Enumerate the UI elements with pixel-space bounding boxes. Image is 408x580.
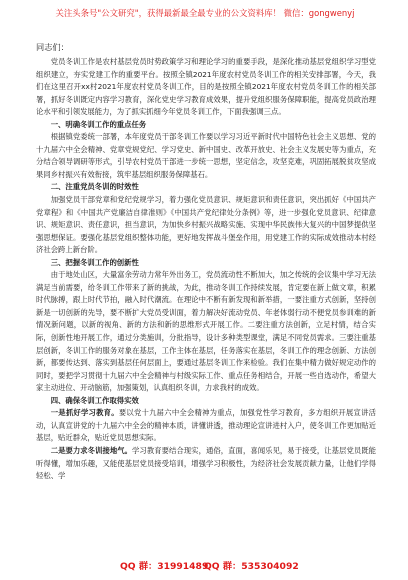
- paragraph-text: 学习教育要结合现实，通俗，直面，喜闻乐见，易于接受，让基层党员既能听得懂，增加乐趣，又能使基层党员接受培训，增强学习积极性，为经济社会发展贡献力量，让他们学得轻松、学: [36, 445, 376, 481]
- footer: [0, 558, 408, 576]
- paragraph: [36, 194, 376, 257]
- paragraph: [36, 269, 376, 394]
- document-body: [36, 56, 376, 483]
- footer-qq-group-2: QQ 群：535304092: [204, 561, 299, 572]
- paragraph-lead: 二是要力求冬训接地气。: [50, 445, 133, 455]
- paragraph-text: 要以党十九届六中全会精神为重点，加强党性学习教育，多方组织开展宣讲活动，认真宣讲党的十九届六中全会的精神本质，讲懂讲透，推动理论宣讲进村入户，使冬训工作更加贴近基层，贴近群众，贴近党员思想实际。: [36, 408, 376, 443]
- paragraph: [36, 445, 376, 483]
- header-banner: 关注头条号"公文研究"，获得最新最全最专业的公文资料库！ 微信：gongwenyj: [55, 8, 355, 18]
- section-heading: [36, 257, 376, 270]
- section-heading: [36, 181, 376, 194]
- paragraph-text: 根据镇党委统一部署，本年度党员干部冬训工作要以学习习近平新时代中国特色社会主义思想、党的十九届六中全会精神、党章党规党纪、学习党史、新中国史、改革开放史、社会主义发展史等为重点，充分结合领导调研等形式，引导农村党员干部进一步统一思想，坚定信念，攻坚克难，巩固拓展脱贫攻坚成果同乡村振兴有效衔接，筑牢基层组织服务保障基石。: [36, 132, 376, 179]
- paragraph: [36, 131, 376, 181]
- paragraph: [36, 407, 376, 445]
- paragraph-text: 党员冬训工作是农村基层党员时势政策学习和理论学习的重要手段，是深化推动基层党组织学习型党组织建立，夯实党建工作的重要平台。按照全镇2021年度农村党员冬训工作的相关安排部署，今天，我们在这里召开xx村2021年度农村党员冬训工作，目的是按照全镇2021年度农村党员冬训工作的相关部署，抓好冬训既定内容学习教育，深化党史学习教育成效果，提升党组织服务保障职能，提高党员政治理论水平和引领发展能力，为了抓实抓细今年党员冬训工作，下面我强调三点。: [36, 57, 376, 117]
- paragraph: [36, 56, 376, 119]
- greeting: 同志们：: [36, 42, 69, 52]
- paragraph-text: 三、把握冬训工作的创新性: [50, 257, 139, 267]
- paragraph-text: 四、确保冬训工作取得实效: [50, 395, 139, 405]
- paragraph-text: 一、明确冬训工作的重点任务: [50, 119, 147, 129]
- paragraph-text: 加强党员干部党章和党纪党规学习，着力强化党员意识、规矩意识和责任意识，突出抓好《中国共产党章程》和《中国共产党廉洁自律准则》《中国共产党纪律处分条例》等，进一步强化党员意识、纪律意识、规矩意识、责任意识，担当意识，为加快乡村振兴战略实施、实现中华民族伟大复兴的中国梦提供坚强思想保证。要强化基层党组织整体功能，更好地发挥战斗堡垒作用，用党建工作的实际成效推动本村经济社会跨上新台阶。: [36, 195, 376, 255]
- footer-qq-group-1: QQ 群：31991489: [120, 561, 209, 572]
- paragraph-text: 二、注重党员冬训的时效性: [50, 182, 139, 192]
- paragraph-lead: 一是抓好学习教育。: [50, 408, 119, 418]
- section-heading: [36, 119, 376, 132]
- section-heading: [36, 395, 376, 408]
- paragraph-text: 由于地处山区，大量富余劳动力常年外出务工，党员流动性不断加大，加之传统的会议集中学习无法满足当前需要，给冬训工作带来了新的挑战，为此，推动冬训工作持续发展，肯定要在新上做文章，积累时代脉搏，跟上时代节拍，融入时代潮流。在理论中不断有新发现和新举措，一要注重方式创新，坚持创新是一切创新的先导，要不断扩大党员受训面，着力解决好流动党员、年老体弱行动不便党员参训难的新情况新问题，以新的视角、新的方法和新的思维形式开展工作。二要注重方法创新，立足村情，结合实际，创新性地开展工作，通过分类施训，分批指导，设计多种类型课堂，满足不同党员需求。三要注重基层创新，冬训工作的服务对象在基层，工作主体在基层，任务落实在基层，冬训工作的理念创新、方法创新，都要传达到、落实到基层任何层面上，要通过基层冬训工作来检验。我们在集中精力做好规定动作的同时，要把学习贯彻十九届六中全会精神与村级实际工作、重点任务相结合，开展一些自选动作，希望大家主动进位、开动脑筋，加强策划，认真组织冬训，力求我村的成效。: [36, 270, 376, 393]
